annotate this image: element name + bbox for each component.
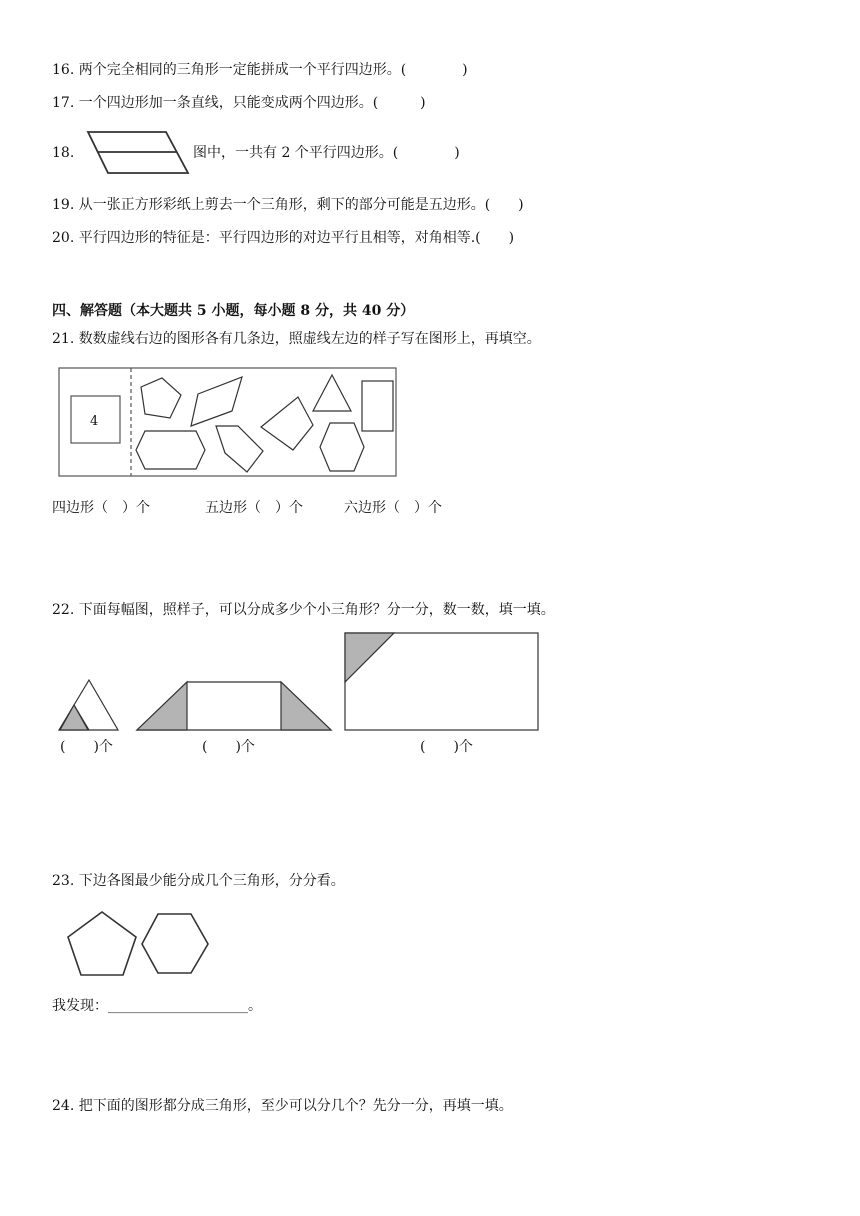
q22-rectangle-shaded	[345, 633, 394, 682]
question-text: 两个完全相同的三角形一定能拼成一个平行四边形。( )	[78, 62, 468, 78]
question-number: 21.	[52, 331, 75, 347]
question-text: 从一张正方形彩纸上剪去一个三角形，剩下的部分可能是五边形。( )	[78, 197, 524, 213]
question-text: 把下面的图形都分成三角形，至少可以分几个？先分一分，再填一填。	[78, 1098, 513, 1114]
blank-rectangle: ( )个	[420, 739, 473, 755]
question-text: 下边各图最少能分成几个三角形，分分看。	[78, 873, 345, 889]
q23-pentagon	[68, 912, 136, 975]
q21-triangle	[313, 375, 351, 411]
question-number: 22.	[52, 602, 75, 618]
q21-pentagon-2	[216, 426, 263, 472]
question-number: 17.	[52, 95, 75, 111]
question-number: 19.	[52, 197, 75, 213]
question-text: 下面每幅图，照样子，可以分成多少个小三角形？分一分，数一数，填一填。	[78, 602, 555, 618]
q22-trapezoid-left-shaded	[137, 682, 187, 730]
finding-line: 我发现：____________________。	[52, 998, 262, 1014]
q21-rectangle	[362, 381, 393, 431]
q21-quadrilateral	[261, 397, 313, 450]
answer-quadrilateral: 四边形（ ）个	[52, 500, 150, 516]
section-title: 四、解答题（本大题共 5 小题，每小题 8 分，共 40 分）	[52, 303, 415, 319]
example-side-count: 4	[90, 414, 99, 429]
answer-pentagon: 五边形（ ）个	[205, 500, 303, 516]
q21-example-square	[71, 396, 120, 443]
question-text: 数数虚线右边的图形各有几条边，照虚线左边的样子写在图形上，再填空。	[78, 331, 541, 347]
q21-parallelogram	[191, 377, 242, 426]
question-text: 平行四边形的特征是：平行四边形的对边平行且相等，对角相等.( )	[78, 230, 515, 246]
question-number: 16.	[52, 62, 75, 78]
question-text: 一个四边形加一条直线，只能变成两个四边形。( )	[78, 95, 426, 111]
answer-hexagon: 六边形（ ）个	[344, 500, 442, 516]
q21-pentagon-1	[141, 378, 181, 418]
question-number: 24.	[52, 1098, 75, 1114]
question-18-number: 18.	[52, 145, 75, 161]
q22-triangle-shaded	[60, 705, 88, 730]
blank-triangle: ( )个	[60, 739, 113, 755]
q21-hexagon-long	[136, 431, 205, 469]
question-number: 20.	[52, 230, 75, 246]
q21-hexagon	[320, 423, 364, 471]
q22-trapezoid-right-shaded	[281, 682, 331, 730]
blank-trapezoid: ( )个	[202, 739, 255, 755]
q23-hexagon	[142, 914, 208, 973]
question-18-text: 图中，一共有 2 个平行四边形。( )	[193, 145, 460, 161]
question-number: 23.	[52, 873, 75, 889]
q21-frame	[59, 368, 396, 476]
